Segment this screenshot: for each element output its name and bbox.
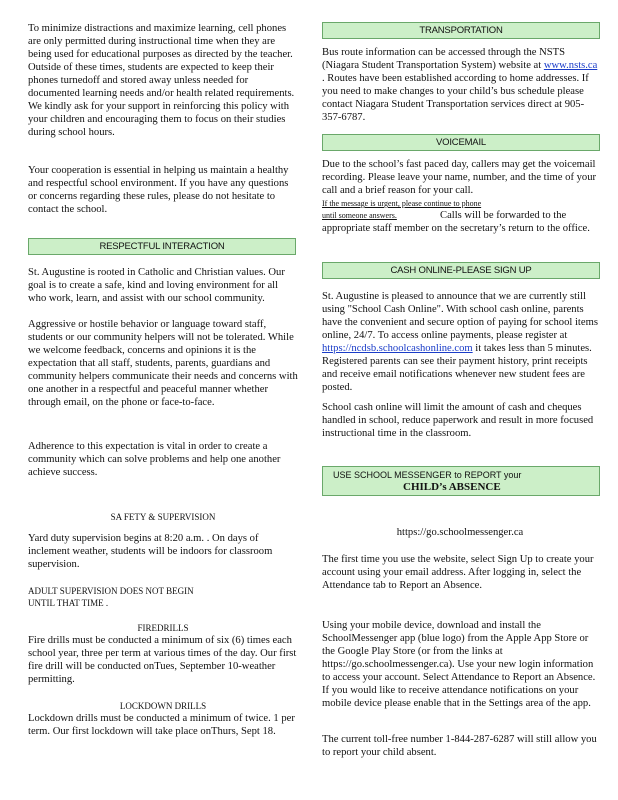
cash-text-after: it takes less than 5 minutes. Registered parents can see their payment history, print receipts and receive email notifications whenever new student fees are posted. [322, 343, 592, 393]
lockdown-paragraph: Lockdown drills must be conducted a minimum of twice. 1 per term. Our first lockdown will take place onThurs, Sept 18. [28, 713, 295, 737]
voicemail-urgent-line-2: until someone answers. [322, 211, 397, 220]
cooperation-paragraph: Your cooperation is essential in helping us maintain a healthy and respectful school environment. If you have any questions or concerns regarding these rules, please do not hesitate to contact the school. [28, 165, 289, 215]
messenger-paragraph-1: The first time you use the website, select Sign Up to create your account using your email address. After logging in, select the Attendance tab to Report an Absence. [322, 554, 594, 591]
voicemail-heading: VOICEMAIL [322, 134, 600, 151]
messenger-heading-box [322, 466, 600, 496]
firedrills-heading: FIREDRILLS [137, 623, 189, 633]
respectful-paragraph-1: St. Augustine is rooted in Catholic and Christian values. Our goal is to create a safe, kind and loving environment for all who work, learn, and assist with our school community. [28, 267, 285, 304]
transportation-paragraph [322, 46, 598, 124]
schoolcash-link[interactable]: https://ncdsb.schoolcashonline.com [322, 343, 473, 354]
respectful-paragraph-3: Adherence to this expectation is vital in order to create a community which can solve problems and help one another achieve success. [28, 441, 281, 478]
messenger-heading-line-1: USE SCHOOL MESSENGER to REPORT your [333, 470, 522, 480]
messenger-url[interactable]: https://go.schoolmessenger.ca [396, 527, 524, 538]
safety-paragraph: Yard duty supervision begins at 8:20 a.m. . On days of inclement weather, students will be indoors for classroom supervision. [28, 533, 273, 570]
transportation-text-after: . Routes have been established according to home addresses. If you need to make changes to your child’s bus schedule please contact Niagara Student Transportation services direct at 905-357-6787. [322, 73, 589, 123]
voicemail-paragraph: Due to the school’s fast paced day, callers may get the voicemail recording. Please leave your name, number, and the time of your call and a brief reason for your call. [322, 159, 597, 196]
voicemail-urgent-line-1: If the message is urgent, please continue to phone [322, 199, 482, 208]
transportation-heading: TRANSPORTATION [322, 22, 600, 39]
voicemail-paragraph-2: Calls will be forwarded to the appropriate staff member on the secretary’s return to the office. [322, 210, 590, 234]
firedrills-paragraph: Fire drills must be conducted a minimum of six (6) times each school year, three per term at various times of the day. Our first fire drill will be conducted onTues, September 10-weather permitting. [28, 635, 297, 685]
respectful-paragraph-2: Aggressive or hostile behavior or language toward staff, students or our community helpers will not be tolerated. While we welcome feedback, concerns and opinions it is the expectation that all staff, students, parents, guardians and community helpers communicate their needs and concerns with one another in a respectful and peaceful manner whether through email, on the phone or face-to-face. [28, 319, 298, 408]
lockdown-heading: LOCKDOWN DRILLS [119, 701, 207, 711]
messenger-heading-line-2: CHILD’s ABSENCE [403, 481, 501, 493]
messenger-paragraph-3: The current toll-free number 1-844-287-6287 will still allow you to report your child absent. [322, 734, 597, 758]
phones-paragraph: To minimize distractions and maximize learning, cell phones are only permitted during instructional time when they are being used for educational purposes as directed by the teacher. Outside of these times, students are expected to keep their phones turnedoff and stored away unless needed for documented learning needs and/or health related requirements. We kindly ask for your support in reinforcing this policy with your children and encouraging them to focus on their studies during school hours. [28, 23, 295, 138]
messenger-paragraph-2: Using your mobile device, download and install the SchoolMessenger app (blue logo) from the Apple App Store or the Google Play Store (or from the links at https://go.schoolmessenger.ca). Use your new login information to access your account. Select Attendance to Report an Absence. If you would like to receive attendance notifications on your mobile device please enable that in the Settings area of the app. [322, 620, 596, 709]
adult-supervision-line-1: ADULT SUPERVISION DOES NOT BEGIN [28, 586, 194, 596]
adult-supervision-line-2: UNTIL THAT TIME . [28, 598, 109, 608]
cash-paragraph-2: School cash online will limit the amount of cash and cheques handled in school, reduce paperwork and result in more focused instructional time in the classroom. [322, 402, 594, 439]
respectful-interaction-heading: RESPECTFUL INTERACTION [28, 238, 296, 255]
nsts-link[interactable]: www.nsts.ca [543, 60, 598, 71]
transportation-text-before: Bus route information can be accessed through the NSTS (Niagara Student Transportation System) website at [322, 47, 566, 71]
cash-online-heading: CASH ONLINE-PLEASE SIGN UP [322, 262, 600, 279]
cash-paragraph [322, 290, 598, 394]
safety-heading: SA FETY & SUPERVISION [110, 512, 216, 522]
cash-text-before: St. Augustine is pleased to announce that we are currently still using "School Cash Online". With school cash online, parents have the convenient and secure option of paying for school items online, 24/7. To access online payments, please register at [322, 291, 598, 341]
